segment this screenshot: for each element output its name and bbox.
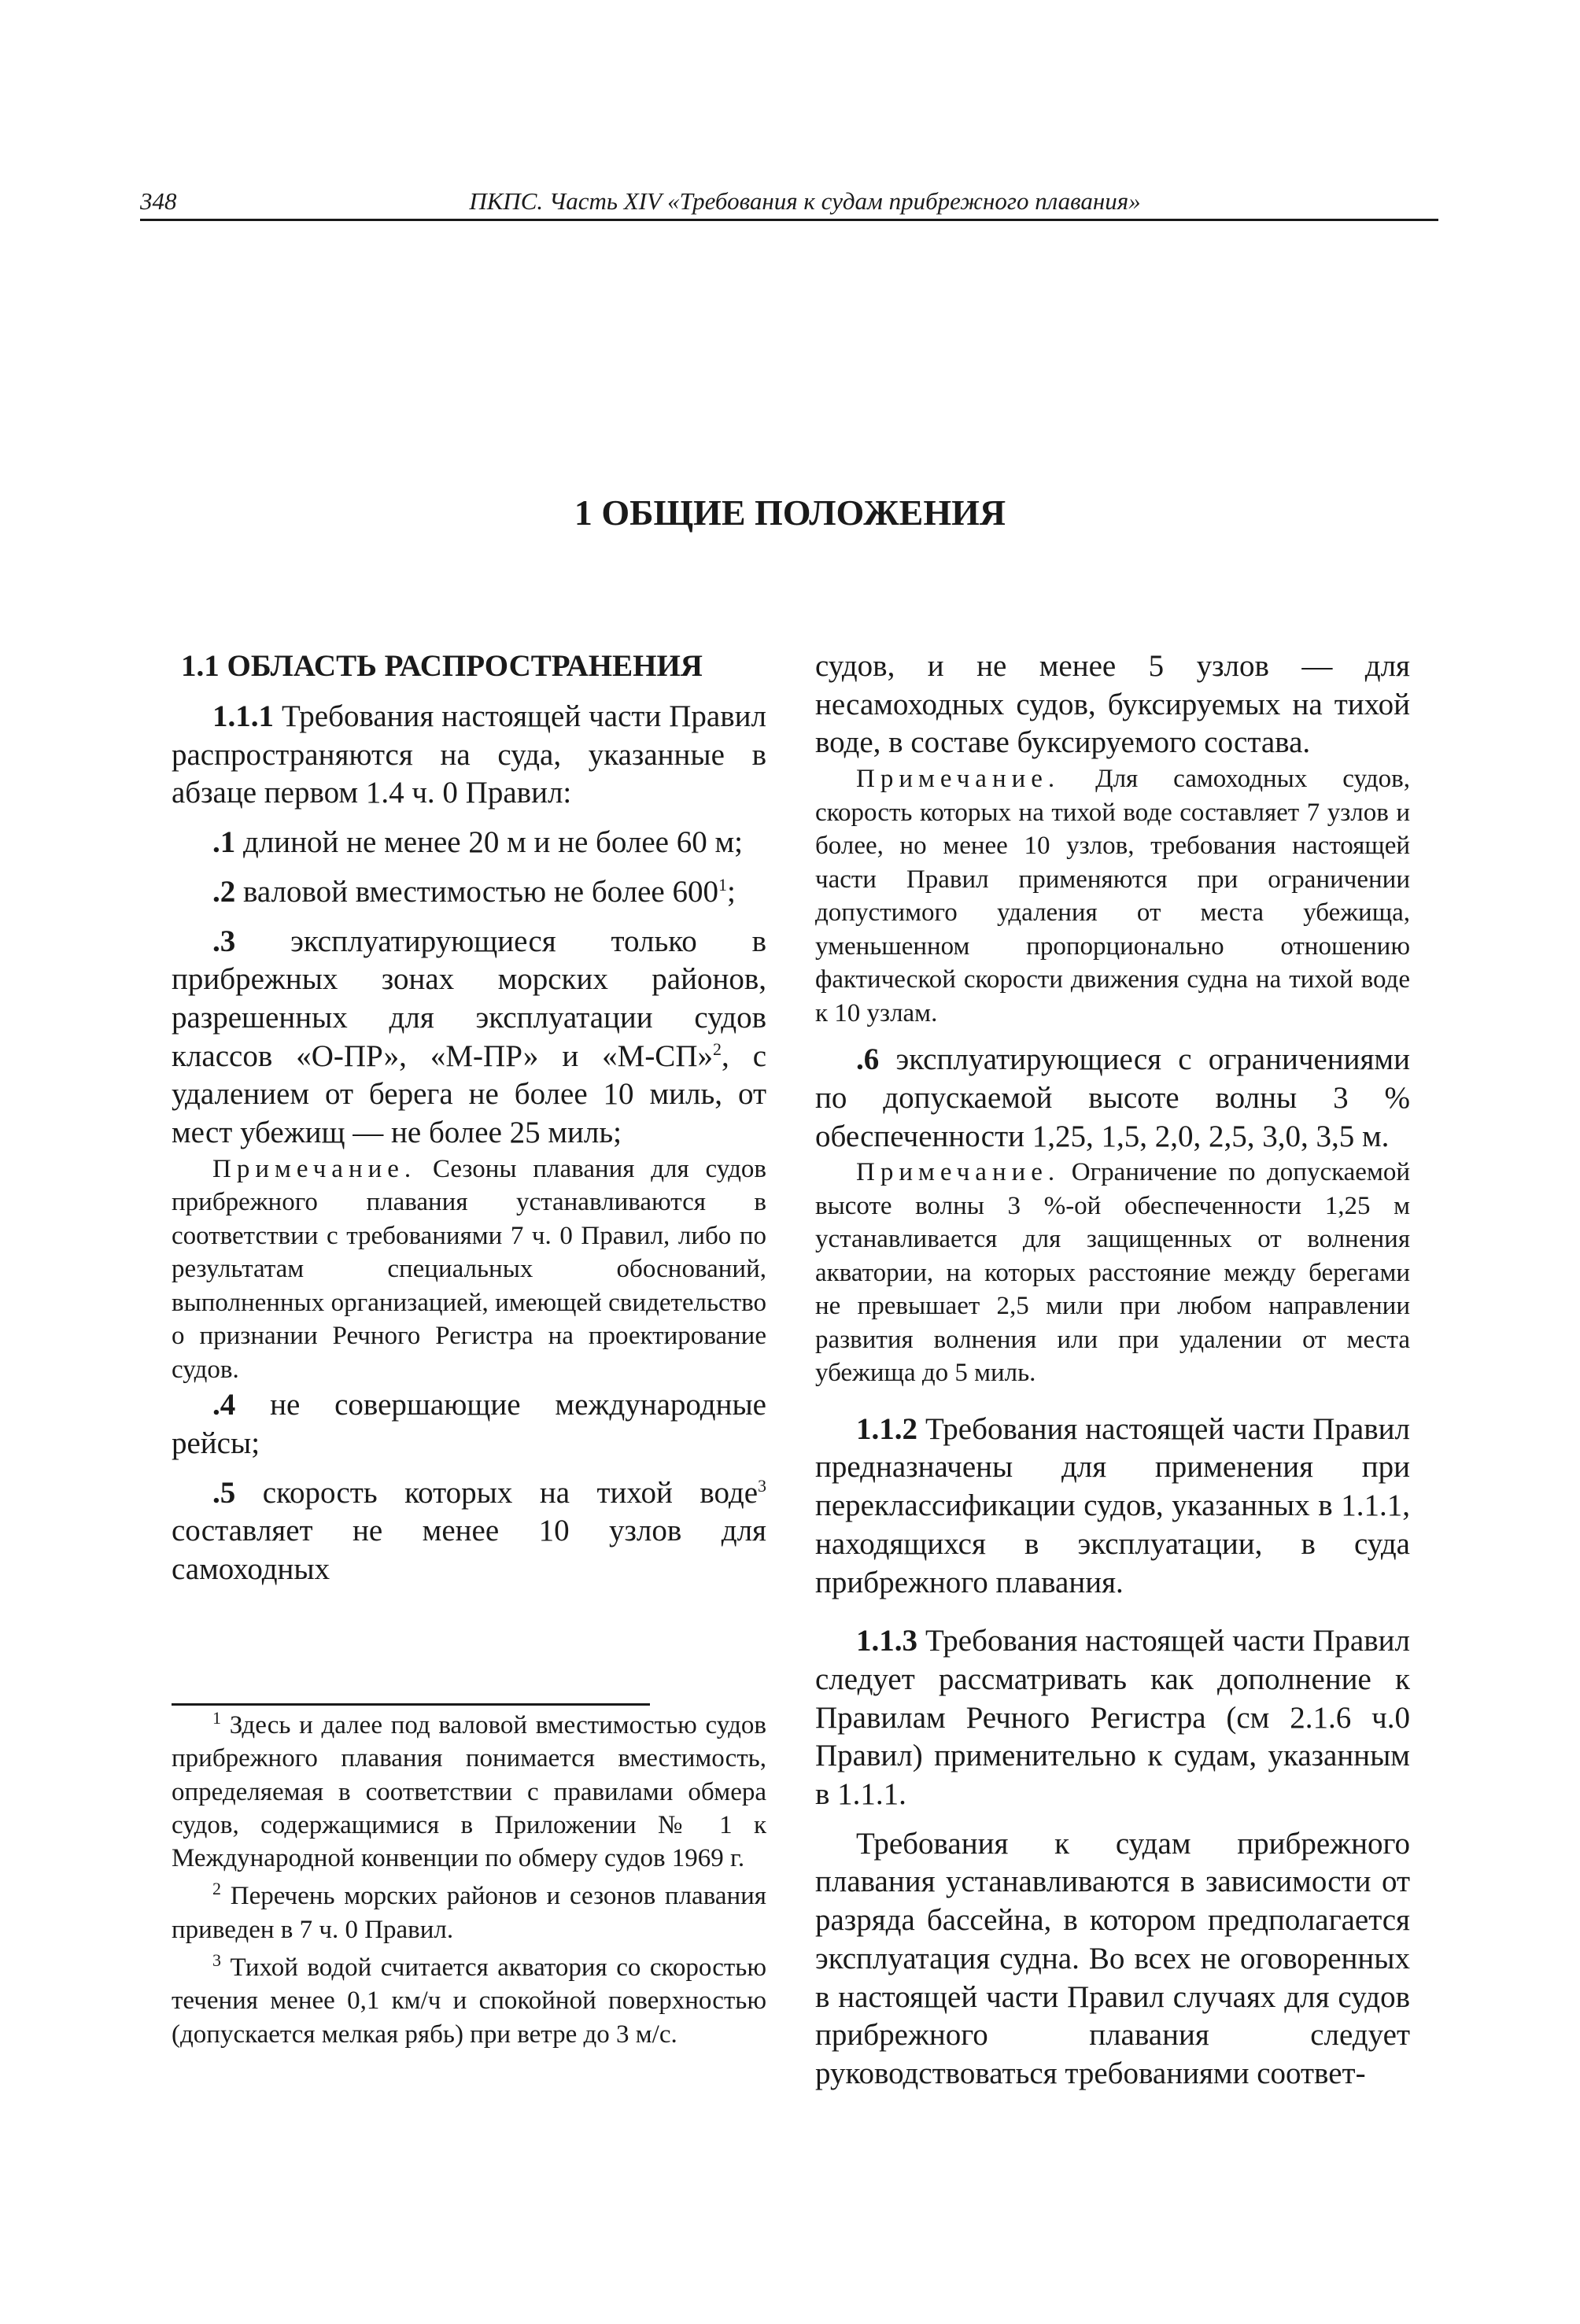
paragraph-requirements: Требования к судам прибрежного плавания устанавливаются в зависимости от разряда бассейна, в котором предполагается эксплуатация судна. Во всех не оговоренных в настоящей части Правил случаях для судов прибрежного плавания следует руководствоваться требованиями соответ- [815, 1826, 1410, 2090]
chapter-title: 1 ОБЩИЕ ПОЛОЖЕНИЯ [574, 492, 1006, 533]
list-item-2: .2 валовой вместимостью не более $600^1$; [212, 874, 736, 909]
list-item-5: .5 скорость которых на тихой воде$^3$ составляет не менее 10 узлов для самоходных [172, 1475, 766, 1587]
footnote-ref-2: 2 [713, 1038, 722, 1059]
paragraph-1-1-3: 1.1.3 Требования настоящей части Правил следует рассматривать как дополнение к Правилам Речного Регистра (см 2.1.6 ч.0 Правил) применительно к судам, указанным в 1.1.1. [815, 1624, 1410, 1812]
list-item-1: .1 длиной не менее 20 м и не более 60 м; [212, 825, 743, 860]
footnote-1: $^1$ Здесь и далее под валовой вместимостью судов прибрежного плавания понимается вместимость, определяемая в соответствии с правилами обмера судов, содержащимися в Приложении № 1 к Международной конвенции по обмеру судов 1969 г. [172, 1708, 766, 1873]
running-title: ПКПС. Часть XIV «Требования к судам прибрежного плавания» [469, 187, 1141, 215]
footnote-ref-3: 3 [758, 1475, 766, 1496]
note-label: Примечание. [856, 1158, 1061, 1187]
footnote-2: $^2$ Перечень морских районов и сезонов плавания приведен в 7 ч. 0 Правил. [172, 1879, 766, 1944]
note-label: Примечание. [212, 1154, 417, 1183]
footnote-divider [172, 1703, 650, 1706]
running-header [140, 186, 1438, 221]
paragraph-1-1-1: 1.1.1 Требования настоящей части Правил распространяются на суда, указанные в абзаце первом 1.4 ч. 0 Правил: [172, 699, 766, 810]
note-3: Примечание. Ограничение по допускаемой высоте волны 3 %-ой обеспеченности 1,25 м устанавливается для защищенных от волнения акватории, на которых расстояние между берегами не превышает 2,5 мили при любом направлении развития волнения или при удалении от места убежища до 5 миль. [815, 1158, 1410, 1388]
footnote-ref-1: 1 [718, 874, 727, 895]
left-column [172, 647, 766, 1589]
note-label: Примечание. [856, 765, 1061, 794]
paragraph-1-1-2: 1.1.2 Требования настоящей части Правил предназначены для применения при переклассификации судов, указанных в 1.1.1, находящихся в эксплуатации, в суда прибрежного плавания. [815, 1411, 1410, 1599]
section-title: 1.1 ОБЛАСТЬ РАСПРОСТРАНЕНИЯ [181, 649, 703, 683]
page-number: 348 [140, 187, 177, 215]
list-item-4: .4 не совершающие международные рейсы; [172, 1388, 766, 1460]
right-column [815, 647, 1410, 2093]
list-item-6: .6 эксплуатирующиеся с ограничениями по допускаемой высоте волны 3 % обеспеченности 1,25, 1,5, 2,0, 2,5, 3,0, 3,5 м. [815, 1042, 1410, 1153]
list-item-3: .3 эксплуатирующиеся только в прибрежных зонах морских районов, разрешенных для эксплуатации судов классов «О-ПР», «М-ПР» и «М-СП»$^2$, с удалением от берега не более 10 миль, от мест убежищ — не более 25 миль; [172, 924, 767, 1150]
note-2: Примечание. Для самоходных судов, скорость которых на тихой воде составляет 7 узлов и более, но менее 10 узлов, требования настоящей части Правил применяются при ограничении допустимого удаления от места убежища, уменьшенном пропорционально отношению фактической скорости движения судна на тихой воде к 10 узлам. [815, 765, 1410, 1027]
footnotes [172, 1709, 766, 2056]
note-1: Примечание. Сезоны плавания для судов прибрежного плавания устанавливаются в соответствии с требованиями 7 ч. 0 Правил, либо по результатам специальных обоснований, выполненных организацией, имеющей свидетельство о признании Речного Регистра на проектирование судов. [172, 1154, 766, 1384]
continuation-text: судов, и не менее 5 узлов — для несамоходных судов, буксируемых на тихой воде, в составе буксируемого состава. [815, 649, 1410, 760]
footnote-3: $^3$ Тихой водой считается акватория со скоростью течения менее 0,1 км/ч и спокойной поверхностью (допускается мелкая рябь) при ветре до 3 м/с. [172, 1950, 766, 2049]
